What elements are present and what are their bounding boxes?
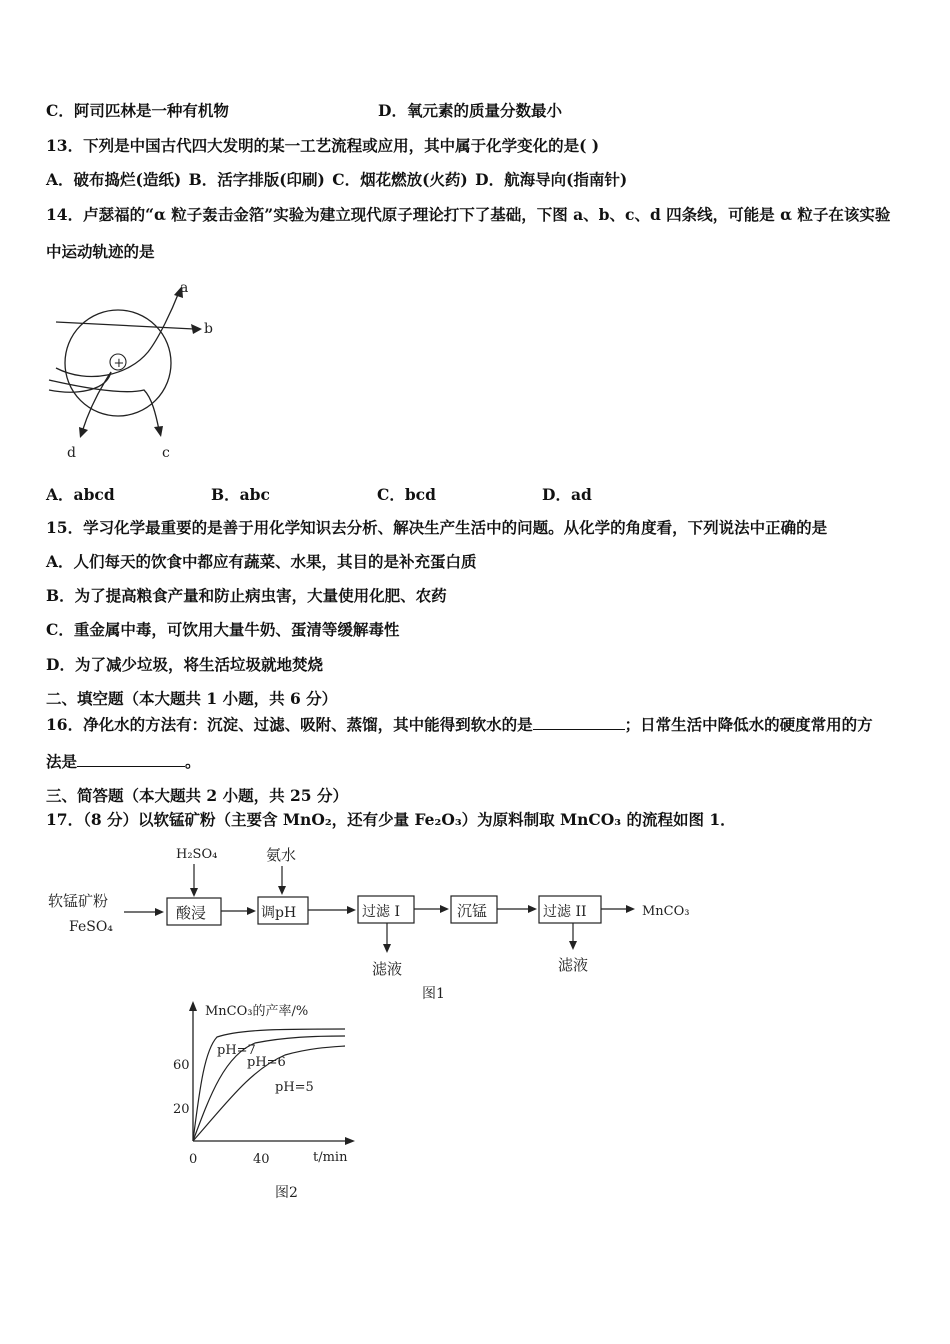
series-ph7-label: pH=7 (217, 1043, 256, 1058)
q14-option-a: A．abcd (46, 485, 115, 504)
arrow-d (79, 427, 88, 438)
flow-waste1: 滤液 (372, 960, 403, 978)
q16-text-d: 。 (185, 752, 201, 771)
q15-option-a: A．人们每天的饮食中都应有蔬菜、水果，其目的是补充蛋白质 (46, 552, 477, 571)
series-ph5-label: pH=5 (275, 1080, 314, 1095)
flow-input-line2: FeSO₄ (69, 919, 113, 935)
q16-blank-1[interactable] (533, 714, 625, 730)
q16-text-c: 法是 (46, 752, 78, 771)
q15-stem: 15．学习化学最重要的是善于用化学知识去分析、解决生产生活中的问题。从化学的角度看，下列说法中正确的是 (46, 518, 828, 537)
y-axis-label: MnCO₃的产率/% (205, 1004, 309, 1019)
flow-input-line1: 软锰矿粉 (48, 892, 109, 910)
series-ph6-line (193, 1036, 345, 1141)
arrow-icon (247, 907, 256, 915)
arrow-c (154, 426, 163, 437)
step-label-4: 沉锰 (457, 902, 488, 920)
label-a: a (180, 280, 189, 296)
q14-stem-line2: 中运动轨迹的是 (46, 242, 155, 261)
q16-line1 (46, 714, 873, 735)
q16-line2 (46, 751, 201, 772)
yield-chart-figure (165, 995, 365, 1205)
flow-waste2: 滤液 (558, 956, 589, 974)
q12-option-c: C．阿司匹林是一种有机物 (46, 101, 229, 120)
label-b: b (204, 321, 213, 337)
arrow-icon (440, 905, 449, 913)
step-label-3: 过滤 I (362, 904, 400, 920)
figure2-caption: 图2 (275, 1185, 298, 1201)
series-ph6-label: pH=6 (247, 1055, 286, 1070)
x-tick-0: 0 (189, 1152, 198, 1167)
q13-stem: 13．下列是中国古代四大发明的某一工艺流程或应用，其中属于化学变化的是( ) (46, 136, 600, 155)
x-axis-arrow-icon (345, 1137, 355, 1145)
arrow-icon (190, 888, 198, 897)
step-label-2: 调pH (261, 905, 297, 921)
q14-option-d: D．ad (542, 485, 592, 504)
flow-output: MnCO₃ (642, 904, 690, 919)
arrow-b (191, 324, 202, 334)
x-tick-40: 40 (253, 1152, 270, 1167)
y-tick-60: 60 (173, 1058, 190, 1073)
flow-reagent2: 氨水 (266, 846, 297, 864)
section3-heading: 三、简答题（本大题共 2 小题，共 25 分） (46, 786, 348, 805)
step-label-5: 过滤 II (543, 904, 587, 920)
q16-text-b: ；日常生活中降低水的硬度常用的方 (624, 715, 873, 734)
arrow-icon (155, 908, 164, 916)
arrow-icon (569, 941, 577, 950)
q15-option-d: D．为了减少垃圾，将生活垃圾就地焚烧 (46, 655, 323, 674)
y-axis-arrow-icon (189, 1001, 197, 1011)
q17-stem: 17．（8 分）以软锰矿粉（主要含 MnO₂，还有少量 Fe₂O₃）为原料制取 MnCO₃ 的流程如图 1． (46, 810, 736, 829)
track-c (49, 380, 159, 430)
q14-option-b: B．abc (211, 485, 270, 504)
track-b (56, 322, 194, 329)
arrow-icon (383, 944, 391, 953)
step-label-1: 酸浸 (176, 904, 207, 922)
track-d (49, 372, 111, 432)
x-axis-label: t/min (313, 1150, 348, 1165)
figure1-caption: 图1 (422, 986, 445, 1002)
y-tick-20: 20 (173, 1102, 190, 1117)
q16-blank-2[interactable] (77, 751, 185, 767)
q15-option-c: C．重金属中毒，可饮用大量牛奶、蛋清等缓解毒性 (46, 620, 400, 639)
q15-option-b: B．为了提高粮食产量和防止病虫害，大量使用化肥、农药 (46, 586, 447, 605)
arrow-icon (347, 906, 356, 914)
q14-stem-line1: 14．卢瑟福的“α 粒子轰击金箔”实验为建立现代原子理论打下了基础，下图 a、b、c、d 四条线，可能是 α 粒子在该实验 (46, 205, 891, 224)
arrow-icon (626, 905, 635, 913)
q12-option-d: D．氧元素的质量分数最小 (378, 101, 562, 120)
q13-options: A．破布捣烂(造纸) B．活字排版(印刷) C．烟花燃放(火药) D．航海导向(指南针) (46, 170, 628, 189)
q14-option-c: C．bcd (377, 485, 436, 504)
section2-heading: 二、填空题（本大题共 1 小题，共 6 分） (46, 689, 338, 708)
process-flow-figure (44, 840, 704, 1005)
label-c: c (162, 445, 170, 461)
arrow-icon (528, 905, 537, 913)
flow-reagent1: H₂SO₄ (176, 847, 218, 862)
label-d: d (67, 445, 76, 461)
q16-text-a: 16．净化水的方法有：沉淀、过滤、吸附、蒸馏，其中能得到软水的是 (46, 715, 533, 734)
alpha-scattering-figure (44, 280, 224, 465)
nucleus-plus-sign: + (113, 356, 125, 371)
arrow-icon (278, 886, 286, 895)
